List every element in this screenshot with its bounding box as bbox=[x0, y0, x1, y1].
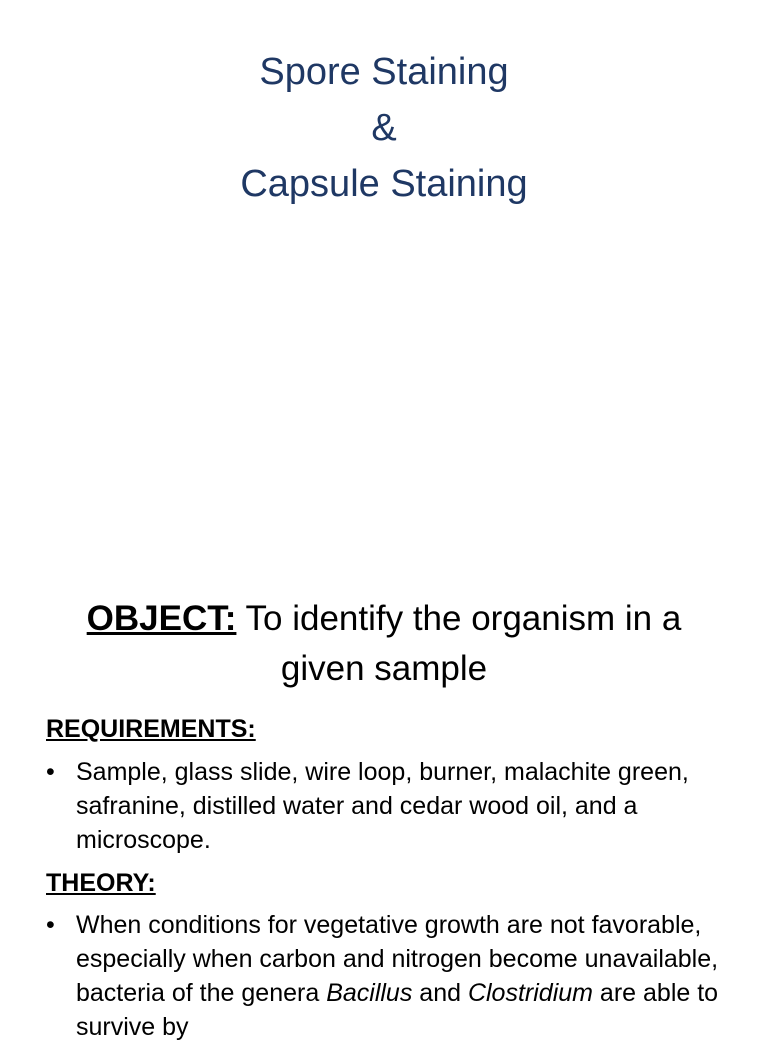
bullet-dot: • bbox=[46, 911, 55, 939]
theory-heading: THEORY: bbox=[46, 869, 156, 897]
object-statement bbox=[0, 594, 768, 694]
slide-title bbox=[0, 44, 768, 212]
title-line-capsule: Capsule Staining bbox=[240, 163, 528, 205]
theory-bullet bbox=[46, 908, 736, 1044]
theory-text-end: are able to survive by bbox=[76, 979, 719, 1041]
genus-bacillus: Bacillus bbox=[326, 979, 413, 1007]
requirements-bullet bbox=[46, 755, 736, 857]
requirements-text: Sample, glass slide, wire loop, burner, malachite green, safranine, distilled water and cedar wood oil, and a microscope. bbox=[76, 758, 689, 854]
theory-text-start: When conditions for vegetative growth are not favorable, especially when carbon and nitrogen become unavailable, bacteria of the genera bbox=[76, 911, 719, 1007]
theory-text-and: and bbox=[412, 979, 468, 1007]
title-line-spore: Spore Staining bbox=[259, 51, 509, 93]
theory-text bbox=[46, 908, 736, 1044]
object-line-1 bbox=[0, 594, 768, 644]
bullet-dot: • bbox=[46, 758, 55, 786]
object-text-1: To identify the organism in a bbox=[236, 599, 682, 638]
object-line-2: given sample bbox=[280, 649, 488, 688]
requirements-heading: REQUIREMENTS: bbox=[46, 715, 256, 743]
title-line-ampersand: & bbox=[371, 107, 397, 149]
object-label: OBJECT: bbox=[86, 599, 237, 638]
genus-clostridium: Clostridium bbox=[467, 979, 593, 1007]
